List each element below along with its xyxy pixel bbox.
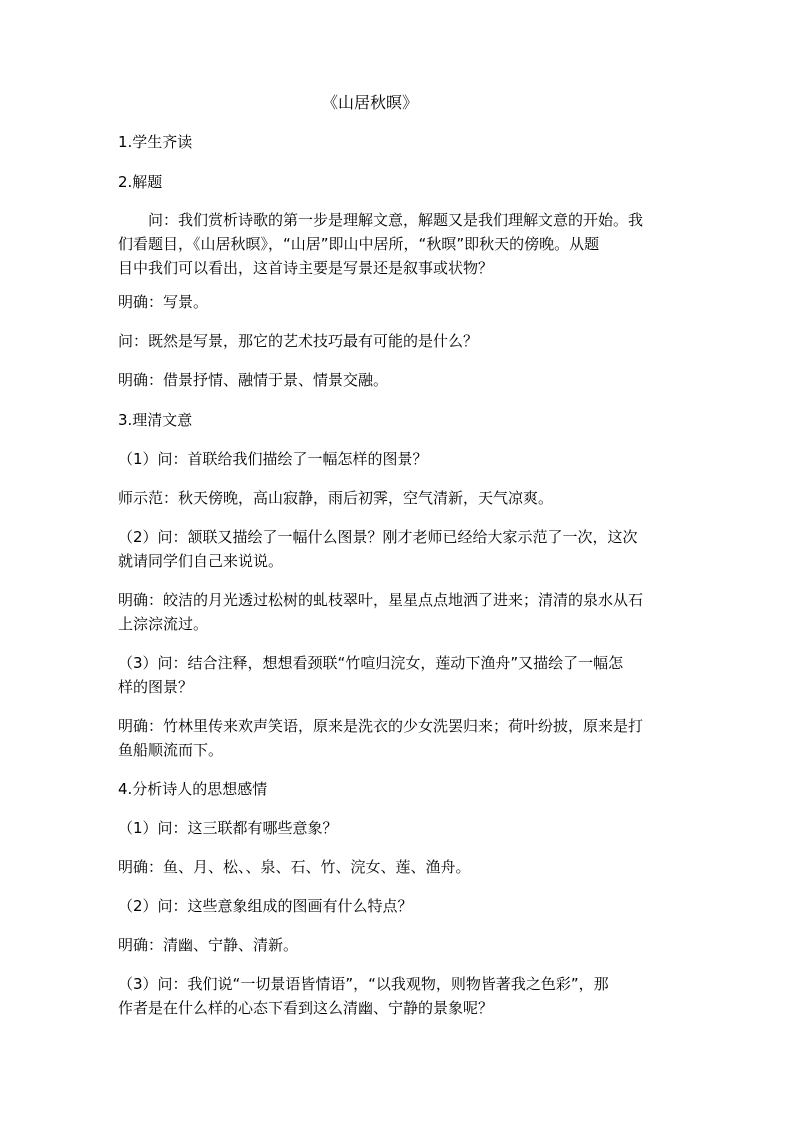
document-title: 《山居秋暝》 (321, 93, 418, 112)
question-text: （1）问：首联给我们描绘了一幅怎样的图景？ (118, 450, 428, 468)
answer-text: 明确：鱼、月、松、、泉、石、竹、浣女、莲、渔舟。 (118, 858, 471, 876)
question-text-line: 作者是在什么样的心态下看到这么清幽、宁静的景象呢？ (118, 999, 494, 1017)
answer-text: 明确：清幽、宁静、清新。 (118, 936, 299, 954)
question-text-line: （3）问：我们说“一切景语皆情语”，“以我观物，则物皆著我之色彩”，那 (118, 975, 609, 993)
answer-text-line: 上淙淙流过。 (118, 615, 209, 633)
question-text: （1）问：这三联都有哪些意象？ (118, 819, 338, 837)
question-text-line: 目中我们可以看出，这首诗主要是写景还是叙事或状物？ (118, 259, 494, 277)
question-text: 问：既然是写景，那它的艺术技巧最有可能的是什么？ (118, 332, 479, 350)
question-text-line: 问：我们赏析诗歌的第一步是理解文意，解题又是我们理解文意的开始。我 (118, 211, 644, 229)
section-heading-feelings: 4.分析诗人的思想感情 (118, 780, 268, 798)
question-text: （2）问：这些意象组成的图画有什么特点？ (118, 897, 413, 915)
section-heading-title-analysis: 2.解题 (118, 173, 163, 191)
answer-text-line: 明确：竹林里传来欢声笑语，原来是洗衣的少女洗罢归来；荷叶纷披，原来是打 (118, 717, 644, 735)
question-text-line: （2）问：颔联又描绘了一幅什么图景？刚才老师已经给大家示范了一次，这次 (118, 528, 638, 546)
question-text-line: 们看题目，《山居秋暝》，“山居”即山中居所，“秋暝”即秋天的傍晚。从题 (118, 235, 600, 253)
question-text-line: 就请同学们自己来说说。 (118, 552, 284, 570)
question-text-line: （3）问：结合注释，想想看颈联“竹喧归浣女，莲动下渔舟”又描绘了一幅怎 (118, 654, 624, 672)
answer-text: 明确：写景。 (118, 293, 209, 311)
answer-text: 明确：借景抒情、融情于景、情景交融。 (118, 371, 389, 389)
section-heading-read: 1.学生齐读 (118, 133, 193, 151)
demo-answer-text: 师示范：秋天傍晚，高山寂静，雨后初霁，空气清新，天气凉爽。 (118, 489, 554, 507)
answer-text-line: 鱼船顺流而下。 (118, 741, 224, 759)
answer-text-line: 明确：皎洁的月光透过松树的虬枝翠叶，星星点点地洒了进来；清清的泉水从石 (118, 591, 644, 609)
section-heading-meaning: 3.理清文意 (118, 411, 193, 429)
question-text-line: 样的图景？ (118, 678, 194, 696)
